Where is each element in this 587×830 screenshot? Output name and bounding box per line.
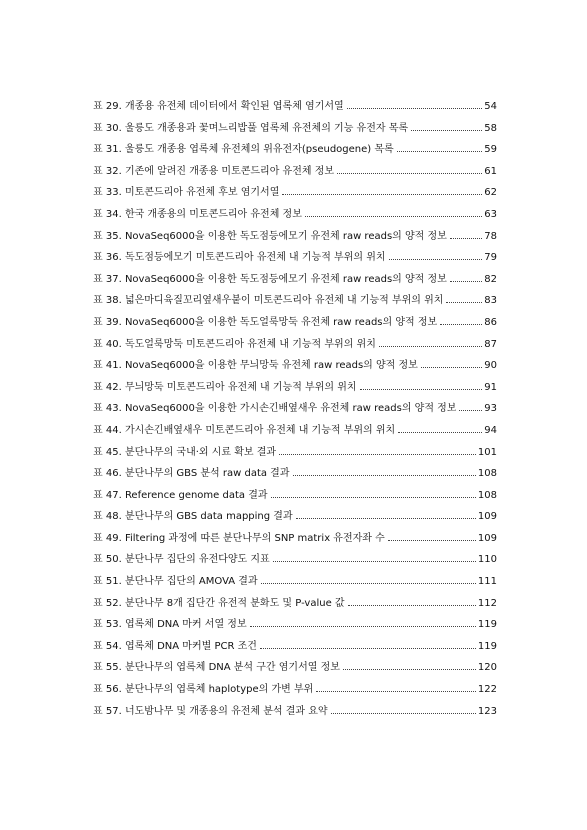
dot-leader <box>440 324 482 325</box>
toc-entry-page: 83 <box>484 295 497 307</box>
toc-entry-page: 120 <box>477 662 497 674</box>
toc-entry[interactable] <box>93 247 497 269</box>
toc-entry-label: 표 44. <box>93 424 122 436</box>
toc-entry[interactable] <box>93 463 497 485</box>
dot-leader <box>279 454 476 455</box>
dot-leader <box>347 108 483 109</box>
dot-leader <box>446 302 482 303</box>
toc-entry-title: 기존에 알려진 개종용 미토콘드리아 유전체 정보 <box>124 165 335 177</box>
toc-entry[interactable] <box>93 657 497 679</box>
toc-entry[interactable] <box>93 226 497 248</box>
toc-entry-label: 표 36. <box>93 252 122 264</box>
toc-entry-page: 79 <box>484 252 497 264</box>
toc-entry-label: 표 29. <box>93 101 122 112</box>
toc-entry[interactable] <box>93 614 497 636</box>
toc-entry-page: 109 <box>477 511 497 523</box>
toc-entry-label: 표 30. <box>93 122 122 134</box>
toc-entry[interactable] <box>93 420 497 442</box>
toc-entry-label: 표 31. <box>93 144 122 156</box>
toc-entry[interactable] <box>93 182 497 204</box>
toc-entry-page: 119 <box>477 640 497 652</box>
toc-entry-page: 78 <box>484 230 497 242</box>
dot-leader <box>271 497 476 498</box>
toc-entry-label: 표 41. <box>93 360 122 372</box>
toc-entry-page: 82 <box>484 273 497 285</box>
toc-entry-page: 62 <box>484 187 497 199</box>
toc-entry-title: 한국 개종용의 미토콘드리아 유전체 정보 <box>124 208 302 220</box>
toc-entry-title: 너도밤나무 및 개종용의 유전체 분석 결과 요약 <box>124 705 328 717</box>
toc-entry-page: 119 <box>477 619 497 631</box>
toc-entry-label: 표 57. <box>93 705 122 717</box>
toc-entry-label: 표 46. <box>93 468 122 480</box>
toc-entry-title: 분단나무 집단의 유전다양도 지표 <box>124 554 270 566</box>
toc-entry-page: 86 <box>484 316 497 328</box>
toc-entry-title: 개종용 유전체 데이터에서 확인된 엽록체 염기서열 <box>124 101 344 112</box>
dot-leader <box>379 346 482 347</box>
dot-leader <box>316 691 476 692</box>
toc-entry-title: Filtering 과정에 따른 분단나무의 SNP matrix 유전자좌 수 <box>124 532 385 544</box>
toc-entry-label: 표 52. <box>93 597 122 609</box>
toc-entry-title: NovaSeq6000을 이용한 독도점등에모기 유전체 raw reads의 양적 정보 <box>124 230 447 242</box>
toc-entry-label: 표 32. <box>93 165 122 177</box>
dot-leader <box>296 518 476 519</box>
toc-entry-page: 109 <box>477 532 497 544</box>
dot-leader <box>337 173 482 174</box>
toc-entry-title: 넓은마디육질꼬리옆새우붙이 미토콘드리아 유전체 내 기능적 부위의 위치 <box>124 295 444 307</box>
toc-entry-label: 표 40. <box>93 338 122 350</box>
dot-leader <box>459 410 482 411</box>
dot-leader <box>450 238 482 239</box>
toc-entry-title: 독도얼룩망둑 미토콘드리아 유전체 내 기능적 부위의 위치 <box>124 338 376 350</box>
toc-entry-title: 가시손긴배옆새우 미토콘드리아 유전체 내 기능적 부위의 위치 <box>124 424 396 436</box>
toc-entry[interactable] <box>93 161 497 183</box>
toc-entry-title: 엽록체 DNA 마커 서열 정보 <box>124 619 247 631</box>
toc-entry-page: 63 <box>484 208 497 220</box>
toc-entry[interactable] <box>93 377 497 399</box>
toc-entry-page: 87 <box>484 338 497 350</box>
toc-entry[interactable] <box>93 701 497 723</box>
toc-entry-label: 표 53. <box>93 619 122 631</box>
toc-entry-title: 분단나무 집단의 AMOVA 결과 <box>124 576 258 588</box>
toc-entry[interactable] <box>93 118 497 140</box>
toc-entry-label: 표 38. <box>93 295 122 307</box>
toc-entry-page: 108 <box>477 489 497 501</box>
toc-entry-page: 122 <box>477 684 497 696</box>
toc-entry-title: 분단나무의 국내·외 시료 확보 결과 <box>124 446 277 458</box>
dot-leader <box>273 561 476 562</box>
dot-leader <box>343 669 476 670</box>
dot-leader <box>261 583 476 584</box>
dot-leader <box>389 259 483 260</box>
dot-leader <box>411 130 482 131</box>
toc-entry-label: 표 48. <box>93 511 122 523</box>
dot-leader <box>305 216 482 217</box>
toc-entry[interactable] <box>93 334 497 356</box>
toc-entry-label: 표 55. <box>93 662 122 674</box>
toc-entry-page: 93 <box>484 403 497 415</box>
toc-entry[interactable] <box>93 398 497 420</box>
toc-entry-label: 표 51. <box>93 576 122 588</box>
toc-entry[interactable] <box>93 442 497 464</box>
toc-entry-title: 울릉도 개종용 엽록체 유전체의 위유전자(pseudogene) 목록 <box>124 144 394 156</box>
toc-entry[interactable] <box>93 312 497 334</box>
toc-entry-label: 표 42. <box>93 381 122 393</box>
table-of-contents <box>93 96 497 722</box>
toc-entry[interactable] <box>93 139 497 161</box>
toc-entry-title: NovaSeq6000을 이용한 독도얼룩망둑 유전체 raw reads의 양적 정보 <box>124 316 438 328</box>
toc-entry-page: 59 <box>484 144 497 156</box>
toc-entry-title: 분단나무 8개 집단간 유전적 분화도 및 P-value 값 <box>124 597 345 609</box>
toc-entry-page: 94 <box>484 424 497 436</box>
toc-entry-title: NovaSeq6000을 이용한 무늬망둑 유전체 raw reads의 양적 정보 <box>124 360 418 372</box>
toc-entry-label: 표 39. <box>93 316 122 328</box>
toc-entry-label: 표 33. <box>93 187 122 199</box>
toc-entry-title: 분단나무의 GBS data mapping 결과 <box>124 511 293 523</box>
dot-leader <box>421 367 482 368</box>
toc-entry[interactable] <box>93 290 497 312</box>
dot-leader <box>282 194 482 195</box>
toc-entry[interactable] <box>93 506 497 528</box>
toc-entry[interactable] <box>93 593 497 615</box>
toc-entry[interactable] <box>93 204 497 226</box>
toc-entry-page: 108 <box>477 468 497 480</box>
toc-entry-page: 123 <box>477 705 497 717</box>
toc-entry-label: 표 49. <box>93 532 122 544</box>
toc-entry-label: 표 56. <box>93 684 122 696</box>
toc-entry-page: 54 <box>484 101 497 112</box>
toc-entry-title: 독도점등에모기 미토콘드리아 유전체 내 기능적 부위의 위치 <box>124 252 386 264</box>
dot-leader <box>293 475 476 476</box>
toc-entry-title: 엽록체 DNA 마커별 PCR 조건 <box>124 640 257 652</box>
dot-leader <box>331 713 476 714</box>
toc-entry-title: 분단나무의 엽록체 DNA 분석 구간 염기서열 정보 <box>124 662 340 674</box>
toc-entry-label: 표 50. <box>93 554 122 566</box>
toc-entry-label: 표 35. <box>93 230 122 242</box>
toc-entry[interactable] <box>93 571 497 593</box>
dot-leader <box>397 151 483 152</box>
toc-entry-label: 표 37. <box>93 273 122 285</box>
dot-leader <box>450 281 482 282</box>
toc-entry-page: 91 <box>484 381 497 393</box>
toc-entry[interactable] <box>93 485 497 507</box>
toc-entry-page: 101 <box>477 446 497 458</box>
toc-entry-title: 분단나무의 엽록체 haplotype의 가변 부위 <box>124 684 314 696</box>
toc-entry[interactable] <box>93 549 497 571</box>
toc-entry[interactable] <box>93 528 497 550</box>
dot-leader <box>348 605 476 606</box>
toc-entry-title: 무늬망둑 미토콘드리아 유전체 내 기능적 부위의 위치 <box>124 381 357 393</box>
toc-entry-page: 90 <box>484 360 497 372</box>
dot-leader <box>250 626 476 627</box>
toc-entry[interactable] <box>93 269 497 291</box>
dot-leader <box>398 432 482 433</box>
toc-entry-title: NovaSeq6000을 이용한 독도점등에모기 유전체 raw reads의 양적 정보 <box>124 273 447 285</box>
toc-entry-page: 58 <box>484 122 497 134</box>
toc-entry[interactable] <box>93 96 497 118</box>
toc-entry-page: 110 <box>477 554 497 566</box>
dot-leader <box>360 389 483 390</box>
toc-entry-page: 61 <box>484 165 497 177</box>
toc-entry[interactable] <box>93 636 497 658</box>
toc-entry-label: 표 54. <box>93 640 122 652</box>
toc-entry-title: NovaSeq6000을 이용한 가시손긴배옆새우 유전체 raw reads의 양적 정보 <box>124 403 457 415</box>
toc-entry[interactable] <box>93 679 497 701</box>
toc-entry-page: 112 <box>477 597 497 609</box>
toc-entry-label: 표 47. <box>93 489 122 501</box>
toc-entry-title: 분단나무의 GBS 분석 raw data 결과 <box>124 468 290 480</box>
toc-entry-label: 표 43. <box>93 403 122 415</box>
toc-entry-title: 울릉도 개종용과 꽃며느리밥풀 엽록체 유전체의 기능 유전자 목록 <box>124 122 409 134</box>
toc-entry[interactable] <box>93 355 497 377</box>
dot-leader <box>388 540 476 541</box>
toc-entry-title: 미토콘드리아 유전체 후보 염기서열 <box>124 187 280 199</box>
dot-leader <box>260 648 476 649</box>
toc-entry-page: 111 <box>477 576 497 588</box>
toc-entry-label: 표 45. <box>93 446 122 458</box>
toc-entry-title: Reference genome data 결과 <box>124 489 268 501</box>
toc-entry-label: 표 34. <box>93 208 122 220</box>
